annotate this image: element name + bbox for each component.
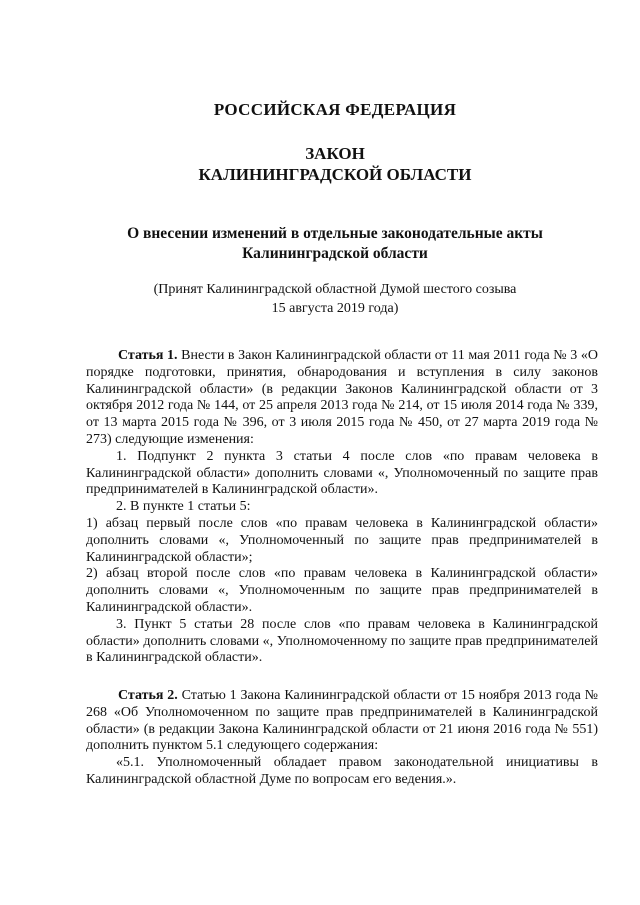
article-1-intro <box>86 348 598 449</box>
article-1-item-3: 3. Пункт 5 статьи 28 после слов «по правам человека в Калининградской области» дополнить словами «, Уполномоченному по защите прав предпринимателей в Калининградской области». <box>86 616 598 666</box>
article-1 <box>86 348 598 667</box>
law-heading <box>80 143 590 185</box>
article-1-item-1: 1. Подпункт 2 пункта 3 статьи 4 после слов «по правам человека в Калининградской области» дополнить словами «, Уполномоченный по защите прав предпринимателей в Калининградской области». <box>86 448 598 498</box>
article-1-item-2: 2. В пункте 1 статьи 5: <box>116 499 251 515</box>
article-1-subitem-2: 2) абзац второй после слов «по правам человека в Калининградской области» дополнить словами «, Уполномоченным по защите прав предпринимателей в Калининградской области». <box>86 566 598 615</box>
article-2 <box>86 688 598 789</box>
law-type: ЗАКОН <box>305 144 365 163</box>
article-2-quote: «5.1. Уполномоченный обладает правом законодательной инициативы в Калининградской областной Думе по вопросам его ведения.». <box>86 755 598 787</box>
article-1-label: Статья 1. <box>118 348 178 363</box>
law-title-line2: Калининградской области <box>242 245 428 262</box>
article-2-label: Статья 2. <box>118 688 178 703</box>
article-2-intro <box>86 688 598 755</box>
adoption-line2: 15 августа 2019 года) <box>271 301 399 316</box>
article-2-text: Статью 1 Закона Калининградской области от 15 ноября 2013 года № 268 «Об Уполномоченном по защите прав предпринимателей в Калининградской области» (в редакции Закона Калининградской области от 21 июня 2016 года № 551) дополнить пунктом 5.1 следующего содержания: <box>86 688 598 754</box>
law-title <box>80 224 590 264</box>
article-1-text: Внести в Закон Калининградской области от 11 мая 2011 года № 3 «О порядке подготовки, принятия, обнародования и вступления в силу законов Калининградской области» (в редакции Законов Калининградской области от 3 октября 2012 года № 144, от 25 апреля 2013 года № 214, от 15 июля 2014 года № 339, от 13 марта 2015 года № 396, от 3 июля 2015 года № 450, от 27 марта 2019 года № 273) следующие изменения: <box>86 348 598 447</box>
article-1-subitem-1: 1) абзац первый после слов «по правам человека в Калининградской области» дополнить словами «, Уполномоченный по защите прав предпринимателей в Калининградской области»; <box>86 515 598 565</box>
country-heading: РОССИЙСКАЯ ФЕДЕРАЦИЯ <box>213 100 457 119</box>
law-title-line1: О внесении изменений в отдельные законодательные акты <box>127 225 543 242</box>
adoption-line1: (Принят Калининградской областной Думой шестого созыва <box>153 282 517 297</box>
law-region: КАЛИНИНГРАДСКОЙ ОБЛАСТИ <box>198 165 472 184</box>
adoption-note <box>80 280 590 318</box>
